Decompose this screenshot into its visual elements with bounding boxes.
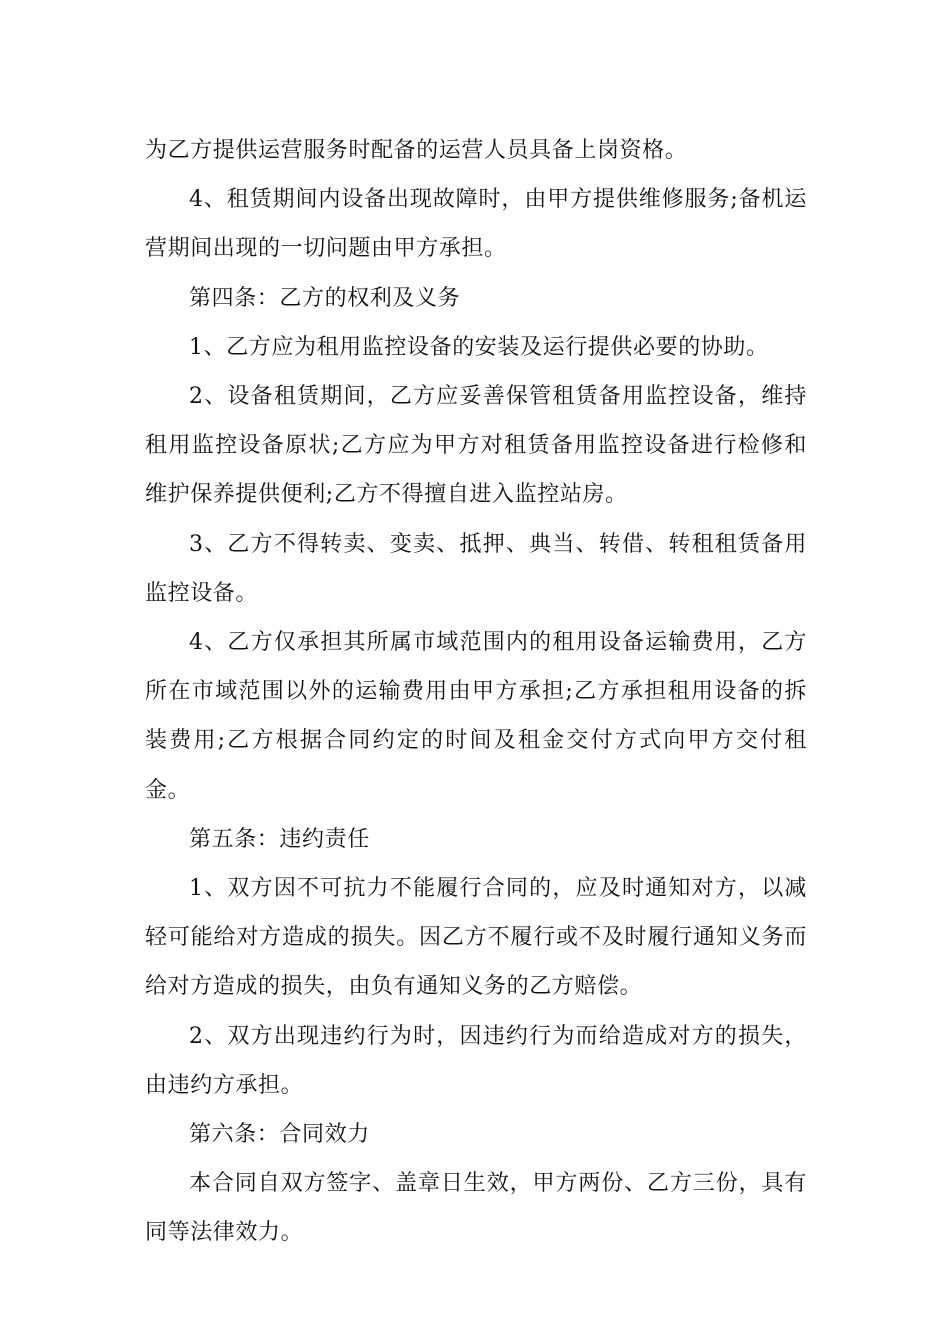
document-body: [145, 126, 807, 1258]
paragraph-clause-4-3: 3、乙方不得转卖、变卖、抵押、典当、转借、转租租赁备用监控设备。: [145, 531, 807, 606]
paragraph-clause-4-2: 2、设备租赁期间，乙方应妥善保管租赁备用监控设备，维持租用监控设备原状;乙方应为甲方对租赁备用监控设备进行检修和维护保养提供便利;乙方不得擅自进入监控站房。: [145, 384, 807, 508]
paragraph-clause-6-1: 本合同自双方签字、盖章日生效，甲方两份、乙方三份，具有同等法律效力。: [145, 1171, 807, 1246]
heading-article-4: 第四条：乙方的权利及义务: [189, 285, 461, 311]
paragraph-continuation: 为乙方提供运营服务时配备的运营人员具备上岗资格。: [145, 138, 688, 163]
paragraph-clause-5-1: 1、双方因不可抗力不能履行合同的，应及时通知对方，以减轻可能给对方造成的损失。因乙方不履行或不及时履行通知义务而给对方造成的损失，由负有通知义务的乙方赔偿。: [145, 876, 807, 1000]
paragraph-clause-3-4: 4、租赁期间内设备出现故障时，由甲方提供维修服务;备机运营期间出现的一切问题由甲方承担。: [145, 187, 807, 262]
paragraph-clause-5-2: 2、双方出现违约行为时，因违约行为而给造成对方的损失，由违约方承担。: [145, 1023, 807, 1098]
paragraph-clause-4-4: 4、乙方仅承担其所属市域范围内的租用设备运输费用，乙方所在市域范围以外的运输费用由甲方承担;乙方承担租用设备的拆装费用;乙方根据合同约定的时间及租金交付方式向甲方交付租金。: [145, 630, 807, 803]
paragraph-clause-4-1: 1、乙方应为租用监控设备的安装及运行提供必要的协助。: [189, 334, 769, 360]
heading-article-5: 第五条：违约责任: [189, 826, 370, 852]
heading-article-6: 第六条：合同效力: [189, 1122, 370, 1148]
